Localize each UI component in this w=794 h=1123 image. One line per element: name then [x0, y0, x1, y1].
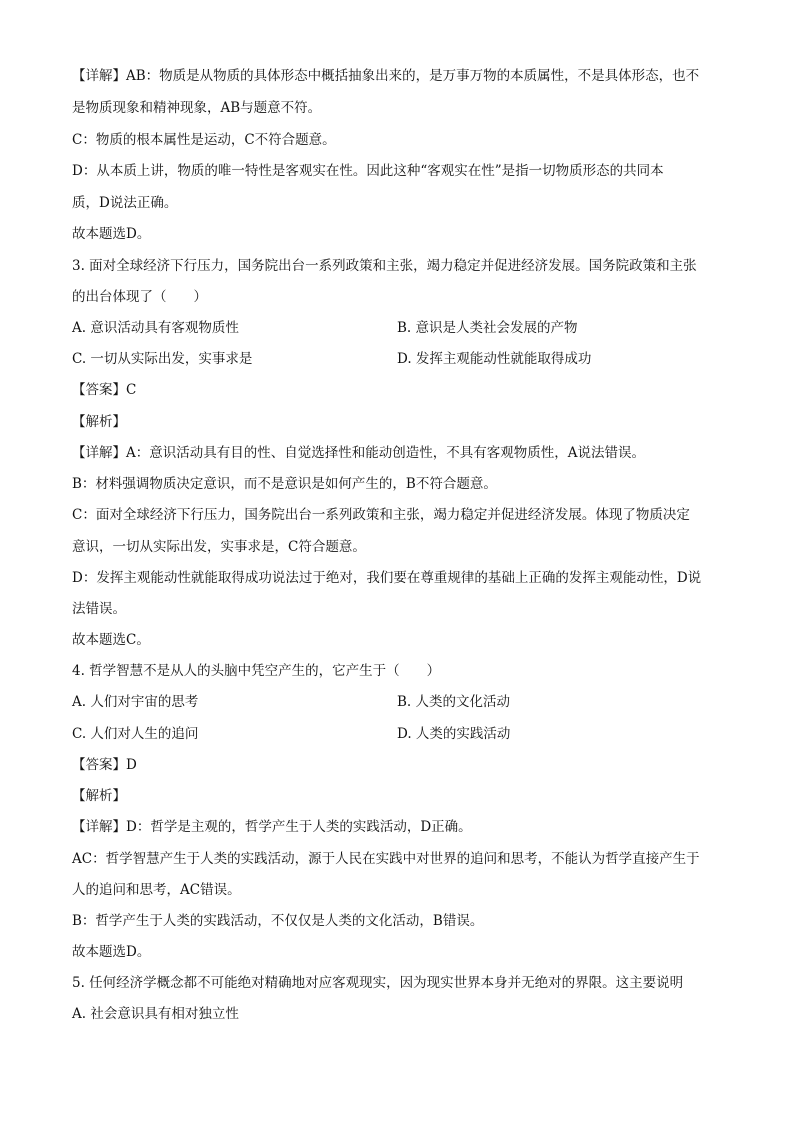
answer-option: C. 一切从实际出发，实事求是 [72, 351, 253, 367]
text-line: 的出台体现了（ ） [72, 289, 207, 305]
text-line: D：从本质上讲，物质的唯一特性是客观实在性。因此这种“客观实在性”是指一切物质形态的共同本 [72, 163, 664, 179]
text-line: 【详解】A：意识活动具有目的性、自觉选择性和能动创造性，不具有客观物质性，A说法错误。 [72, 445, 645, 461]
text-line: 意识，一切从实际出发，实事求是，C符合题意。 [72, 539, 366, 555]
answer-option: B. 人类的文化活动 [397, 694, 511, 710]
text-line: 故本题选C。 [72, 632, 150, 648]
text-line: 故本题选D。 [72, 944, 151, 960]
text-line: 3. 面对全球经济下行压力，国务院出台一系列政策和主张，竭力稳定并促进经济发展。国务院政策和主张 [72, 258, 697, 274]
text-line: 【答案】C [72, 382, 137, 398]
text-line: 故本题选D。 [72, 226, 151, 242]
answer-option: B. 意识是人类社会发展的产物 [397, 320, 578, 336]
text-line: B：材料强调物质决定意识，而不是意识是如何产生的，B不符合题意。 [72, 476, 497, 492]
text-line: C：面对全球经济下行压力，国务院出台一系列政策和主张，竭力稳定并促进经济发展。体现了物质决定 [72, 507, 690, 523]
text-line: 【解析】 [72, 788, 126, 804]
answer-option: A. 人们对宇宙的思考 [72, 694, 199, 710]
answer-option: D. 人类的实践活动 [397, 726, 511, 742]
text-line: B：哲学产生于人类的实践活动，不仅仅是人类的文化活动，B错误。 [72, 913, 484, 929]
text-line: 【详解】AB：物质是从物质的具体形态中概括抽象出来的，是万事万物的本质属性，不是具体形态，也不 [72, 68, 700, 84]
text-line: 人的追问和思考，AC错误。 [72, 882, 241, 898]
answer-option: A. 社会意识具有相对独立性 [72, 1006, 239, 1022]
text-line: 质，D说法正确。 [72, 195, 178, 211]
text-line: 4. 哲学智慧不是从人的头脑中凭空产生的，它产生于（ ） [72, 663, 441, 679]
text-line: 是物质现象和精神现象，AB与题意不符。 [72, 100, 322, 116]
text-line: 法错误。 [72, 601, 126, 617]
answer-option: C. 人们对人生的追问 [72, 726, 199, 742]
answer-option: D. 发挥主观能动性就能取得成功 [397, 351, 592, 367]
text-line: 【答案】D [72, 757, 137, 773]
text-line: D：发挥主观能动性就能取得成功说法过于绝对，我们要在尊重规律的基础上正确的发挥主观能动性，D说 [72, 570, 702, 586]
text-line: 5. 任何经济学概念都不可能绝对精确地对应客观现实，因为现实世界本身并无绝对的界限。这主要说明 [72, 975, 684, 991]
answer-option: A. 意识活动具有客观物质性 [72, 320, 239, 336]
text-line: 【详解】D：哲学是主观的，哲学产生于人类的实践活动，D正确。 [72, 819, 472, 835]
text-line: AC：哲学智慧产生于人类的实践活动，源于人民在实践中对世界的追问和思考，不能认为哲学直接产生于 [72, 851, 700, 867]
text-line: C：物质的根本属性是运动，C不符合题意。 [72, 132, 336, 148]
text-line: 【解析】 [72, 414, 126, 430]
